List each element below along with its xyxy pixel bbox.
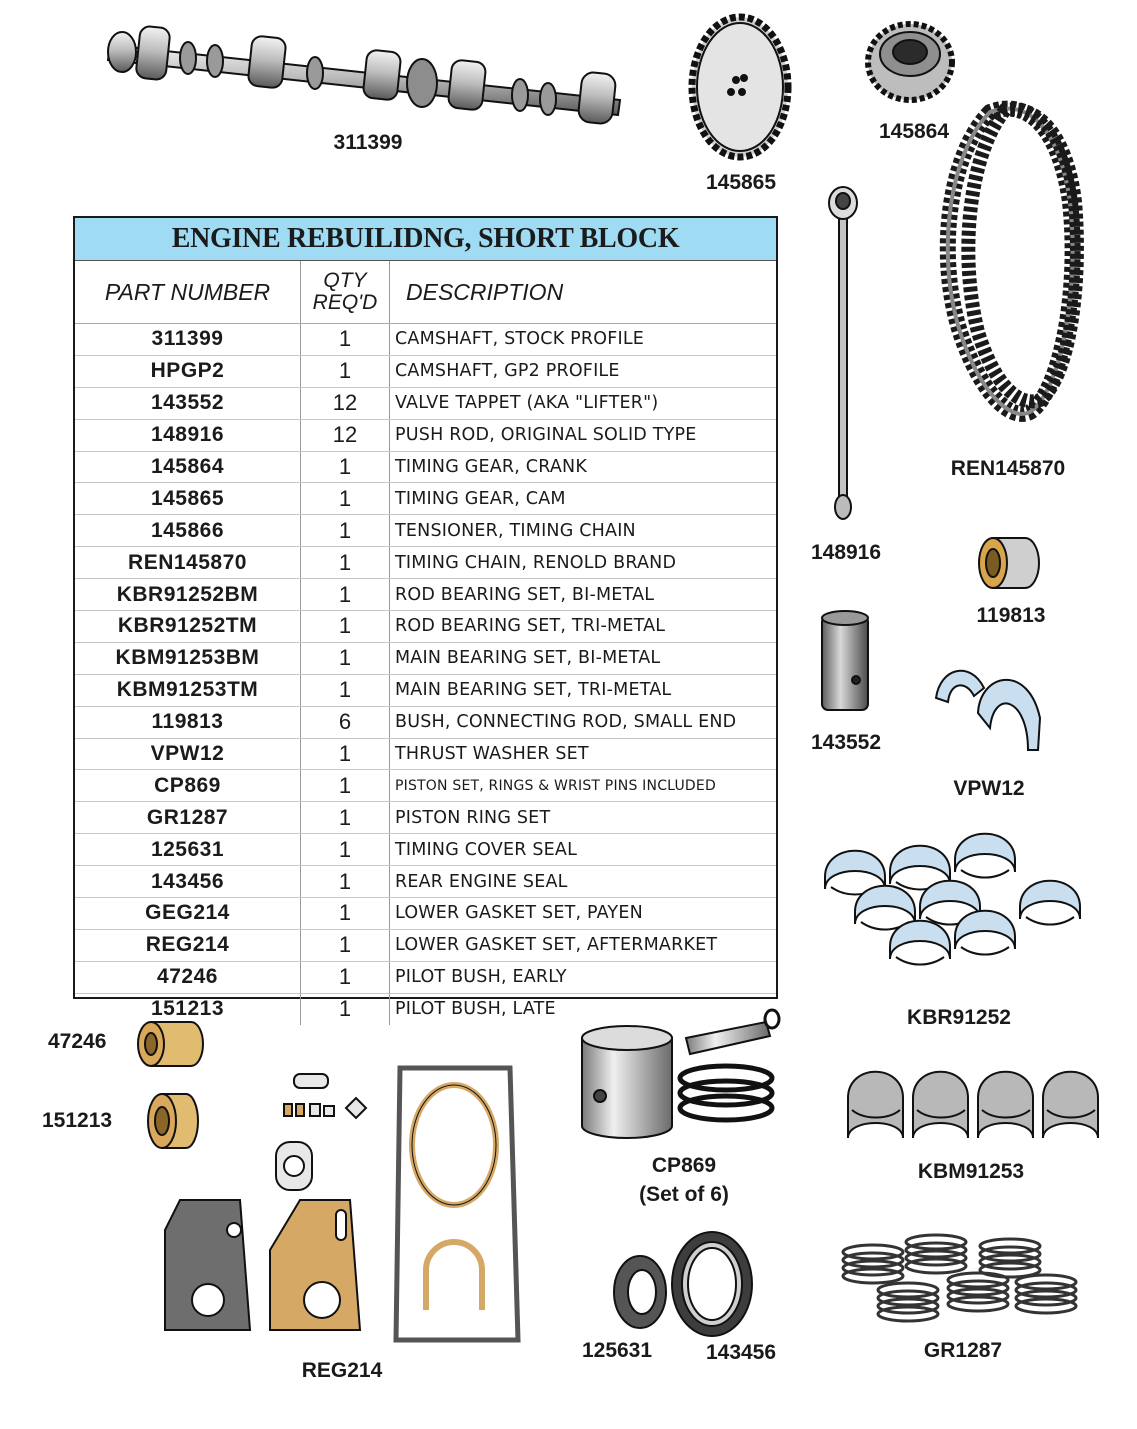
row-part-number: REG214 <box>75 929 301 961</box>
row-qty: 1 <box>301 324 390 356</box>
table-row <box>75 451 776 483</box>
label-push-rod: 148916 <box>810 541 882 564</box>
row-description: TIMING GEAR, CAM <box>390 483 777 515</box>
camshaft-icon <box>100 15 640 130</box>
table-row <box>75 611 776 643</box>
table-row <box>75 483 776 515</box>
row-description: PILOT BUSH, LATE <box>395 999 556 1020</box>
row-description: CAMSHAFT, STOCK PROFILE <box>390 324 777 356</box>
bearing-shell-icon <box>820 822 1100 988</box>
row-part-number: KBR91252TM <box>75 611 301 643</box>
row-qty: 1 <box>301 674 390 706</box>
row-part-number: 143552 <box>75 387 301 419</box>
row-description: CAMSHAFT, GP2 PROFILE <box>390 355 777 387</box>
label-rod-bearing: KBR91252 <box>907 1006 1011 1029</box>
main-bearing-icon <box>843 1063 1108 1148</box>
label-crank-gear: 145864 <box>878 120 950 143</box>
row-qty: 1 <box>301 993 390 1024</box>
piston-ring-icon <box>838 1232 1108 1332</box>
label-small-end-bush: 119813 <box>976 604 1046 627</box>
row-qty: 1 <box>301 515 390 547</box>
row-description: VALVE TAPPET (AKA "LIFTER") <box>390 387 777 419</box>
row-qty: 1 <box>301 770 390 802</box>
row-qty: 12 <box>301 387 390 419</box>
row-part-number: GR1287 <box>75 802 301 834</box>
row-description: ROD BEARING SET, BI-METAL <box>390 579 777 611</box>
label-piston-rings: GR1287 <box>923 1339 1003 1362</box>
row-part-number: GEG214 <box>75 898 301 930</box>
label-timing-cover-seal: 125631 <box>581 1339 653 1362</box>
label-piston-line1: CP869 <box>651 1154 717 1177</box>
row-description: TIMING GEAR, CRANK <box>390 451 777 483</box>
table-row <box>75 866 776 898</box>
row-part-number: 145865 <box>75 483 301 515</box>
table-row <box>75 419 776 451</box>
label-tappet: 143552 <box>810 731 882 754</box>
gasket-icon <box>160 1060 525 1350</box>
row-part-number: 311399 <box>75 324 301 356</box>
row-qty: 1 <box>301 355 390 387</box>
row-part-number: 148916 <box>75 419 301 451</box>
label-pilot-bush-early: 47246 <box>48 1030 107 1053</box>
header-qty-line1: QTY <box>323 268 367 292</box>
parts-grid <box>75 261 776 1025</box>
row-qty: 1 <box>301 834 390 866</box>
table-body <box>75 324 776 1025</box>
label-gasket-set: REG214 <box>301 1359 383 1382</box>
row-qty: 1 <box>301 611 390 643</box>
row-part-number: 145864 <box>75 451 301 483</box>
row-description: MAIN BEARING SET, TRI-METAL <box>390 674 777 706</box>
row-part-number: 47246 <box>75 961 301 993</box>
piston-icon <box>576 1008 791 1150</box>
row-qty: 1 <box>301 738 390 770</box>
row-qty: 6 <box>301 706 390 738</box>
row-part-number: 145866 <box>75 515 301 547</box>
row-qty: 1 <box>301 866 390 898</box>
header-qty <box>301 261 390 324</box>
row-description: MAIN BEARING SET, BI-METAL <box>390 642 777 674</box>
thrust-washer-icon <box>928 658 1048 758</box>
header-description: DESCRIPTION <box>390 261 777 324</box>
row-qty: 1 <box>301 579 390 611</box>
label-pilot-bush-late: 151213 <box>42 1109 113 1132</box>
row-description: TENSIONER, TIMING CHAIN <box>390 515 777 547</box>
table-row <box>75 642 776 674</box>
label-main-bearing: KBM91253 <box>917 1160 1025 1183</box>
row-part-number: 151213 <box>150 997 225 1021</box>
table-row <box>75 547 776 579</box>
row-part-number: 119813 <box>75 706 301 738</box>
row-qty: 1 <box>301 547 390 579</box>
header-qty-line2: REQ'D <box>312 291 378 314</box>
row-description: ROD BEARING SET, TRI-METAL <box>390 611 777 643</box>
row-part-number: REN145870 <box>75 547 301 579</box>
table-row <box>75 802 776 834</box>
row-description: PISTON RING SET <box>390 802 777 834</box>
row-description: PUSH ROD, ORIGINAL SOLID TYPE <box>390 419 777 451</box>
row-part-number: KBM91253BM <box>75 642 301 674</box>
row-qty: 1 <box>301 802 390 834</box>
table-row <box>75 898 776 930</box>
row-part-number: CP869 <box>75 770 301 802</box>
row-part-number: HPGP2 <box>75 355 301 387</box>
label-timing-chain: REN145870 <box>950 457 1066 480</box>
row-qty: 1 <box>301 451 390 483</box>
label-cam-gear: 145865 <box>705 171 777 194</box>
table-row <box>75 355 776 387</box>
parts-table <box>73 216 778 1022</box>
table-title: ENGINE REBUILIDNG, SHORT BLOCK <box>75 218 776 261</box>
table-row <box>75 674 776 706</box>
row-part-number: KBM91253TM <box>75 674 301 706</box>
row-qty: 1 <box>301 483 390 515</box>
tappet-icon <box>816 608 876 716</box>
table-row <box>75 770 776 802</box>
table-row <box>75 706 776 738</box>
row-part-number: KBR91252BM <box>75 579 301 611</box>
row-description: PILOT BUSH, EARLY <box>390 961 777 993</box>
header-part-number: PART NUMBER <box>75 261 301 324</box>
table-row <box>75 324 776 356</box>
row-description: LOWER GASKET SET, PAYEN <box>390 898 777 930</box>
row-description: THRUST WASHER SET <box>390 738 777 770</box>
table-row <box>75 738 776 770</box>
row-qty: 1 <box>301 961 390 993</box>
label-camshaft: 311399 <box>333 131 403 154</box>
table-row <box>75 929 776 961</box>
label-thrust-washer: VPW12 <box>953 777 1025 800</box>
seal-icon <box>608 1226 758 1338</box>
table-row <box>75 834 776 866</box>
table-row <box>75 579 776 611</box>
row-qty: 12 <box>301 419 390 451</box>
row-description: TIMING COVER SEAL <box>390 834 777 866</box>
table-row <box>75 515 776 547</box>
row-part-number: 143456 <box>75 866 301 898</box>
label-piston-line2: (Set of 6) <box>639 1183 729 1206</box>
table-header-row <box>75 261 776 324</box>
row-description: REAR ENGINE SEAL <box>390 866 777 898</box>
row-qty: 1 <box>301 898 390 930</box>
label-rear-seal: 143456 <box>705 1341 777 1364</box>
row-description: PISTON SET, RINGS & WRIST PINS INCLUDED <box>390 770 777 802</box>
table-row <box>75 387 776 419</box>
push-rod-icon <box>818 185 868 525</box>
row-qty: 1 <box>301 642 390 674</box>
row-qty: 1 <box>301 929 390 961</box>
row-description: TIMING CHAIN, RENOLD BRAND <box>390 547 777 579</box>
row-part-number: 125631 <box>75 834 301 866</box>
cam-gear-icon <box>686 8 798 166</box>
row-part-number: VPW12 <box>75 738 301 770</box>
row-description: BUSH, CONNECTING ROD, SMALL END <box>390 706 777 738</box>
crank-gear-icon <box>862 12 958 104</box>
bush-icon <box>973 530 1043 596</box>
row-description: LOWER GASKET SET, AFTERMARKET <box>390 929 777 961</box>
table-row <box>75 961 776 993</box>
timing-chain-icon <box>930 92 1090 437</box>
